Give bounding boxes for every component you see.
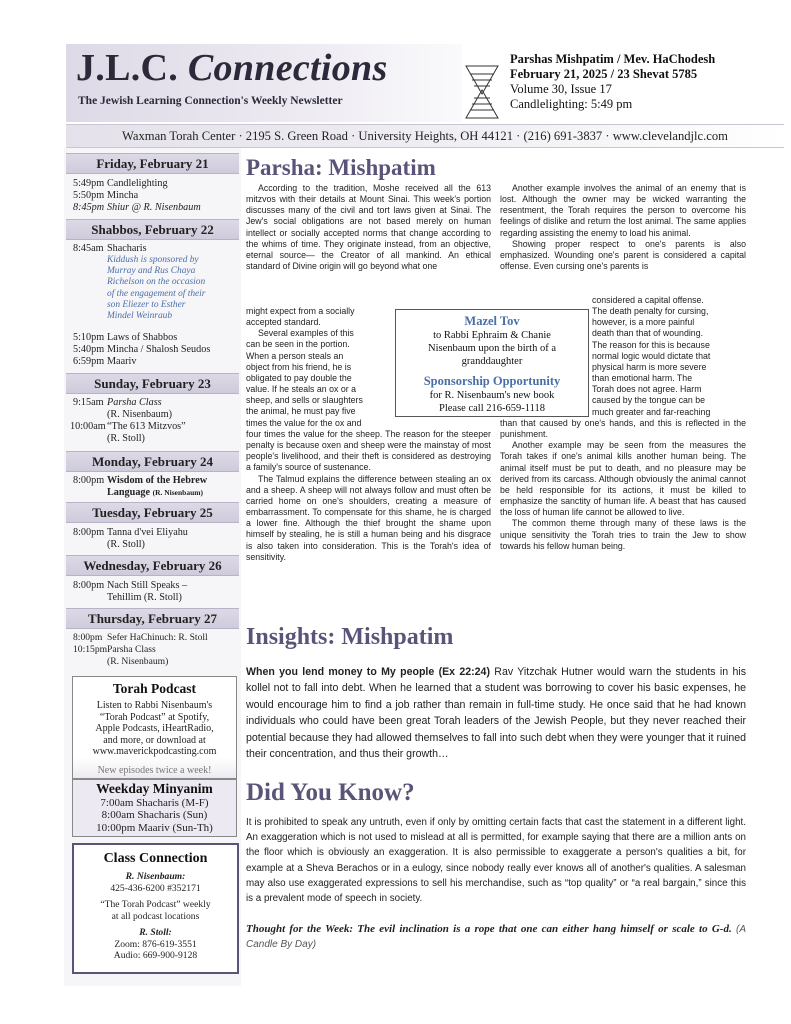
event-row: (R. Nisenbaum) <box>107 409 173 420</box>
parsha-col1-narrow: might expect from a socially accepted standard. Several examples of this can be seen in the portion. When a person steals an object from his friend, he is obligated to pay double the value. If he steals an ox or a sheep, and sells or slaughters the animal, he must pay five times the value for the ox and <box>246 306 363 428</box>
event-row: (R. Stoll) <box>107 433 145 444</box>
event-row: 5:10pm Laws of Shabbos <box>73 332 178 343</box>
newsletter-subtitle: The Jewish Learning Connection's Weekly Newsletter <box>78 95 343 107</box>
mazel-tov-box <box>395 309 589 417</box>
star-logo-icon <box>461 60 503 124</box>
mazel-tov-line: granddaughter <box>461 356 523 367</box>
event-row: 8:45pm Shiur @ R. Nisenbaum <box>73 202 201 213</box>
volume-line: Volume 30, Issue 17 <box>510 82 612 96</box>
parsha-col1-top: According to the tradition, Moshe received all the 613 mitzvos with their details at Mount Sinai. This week's portion discusses many of the civil and tort laws given at Sinai. The Jew's social obligations are not based merely on human intellect or socially accepted norms that change according to the whims of time. They originate instead, from an objective, eternal source— the Creator of all mankind. An ethical standard of Divine origin will go beyond what one <box>246 183 491 272</box>
parsha-line: Parshas Mishpatim / Mev. HaChodesh <box>510 52 716 66</box>
sponsorship-line: Please call 216-659-1118 <box>439 403 545 414</box>
parsha-col2-narrow: considered a capital offense. The death penalty for cursing, however, is a more painful death than that of wounding. The reason for this is because normal logic would dictate that physical harm is more severe than emotional harm. The Torah does not agree. Harm caused by the tongue can be much greater and far-reaching <box>592 295 711 417</box>
class-connection-title: Class Connection <box>103 851 208 866</box>
event-row: 10:15pmParsha Class <box>73 644 156 655</box>
event-row: 5:40pm Mincha / Shalosh Seudos <box>73 344 211 355</box>
parsha-col2-bottom: than that caused by one's hands, and this is reflected in the punishment. Another example may be seen from the measures the Torah takes if one's animal kills another human being. The animal itself must be put to death, and no pleasure may be derived from its carcass. Although obviously the animal cannot be held responsible for its actions, it must be killed to emphasize the sanctity of human life. A beast that has caused the loss of human life cannot be allowed to live. The common theme through many of these laws is the unique sensitivity the Torah tries to train the Jew to show towards his fellow human being. <box>500 418 746 551</box>
thought-for-week: Thought for the Week: The evil inclination is a rope that one can either hang himself or scale to G-d. (A Candle By Day) <box>246 923 746 951</box>
event-row: 5:49pm Candlelighting <box>73 178 168 189</box>
day-header-sunday: Sunday, February 23 <box>66 373 239 394</box>
candlelighting-line: Candlelighting: 5:49 pm <box>510 97 633 111</box>
event-row: 5:50pm Mincha <box>73 190 139 201</box>
event-row: 10:00am“The 613 Mitzvos” <box>70 421 186 432</box>
podcast-title: Torah Podcast <box>112 681 197 696</box>
insights-heading: Insights: Mishpatim <box>246 624 454 650</box>
sponsorship-title: Sponsorship Opportunity <box>423 374 561 388</box>
mazel-tov-line: Nisenbaum upon the birth of a <box>427 343 556 354</box>
issue-info <box>510 52 780 112</box>
podcast-box <box>72 676 237 779</box>
parsha-col1-bottom: four times the value for the sheep. The reason for the steeper penalty is because oxen and sheep were the mainstay of most people's livelihood, and their theft is considered as destroying a family's source of sustenance. The Talmud explains the difference between stealing an ox and a sheep. A sheep will not always follow and must often be carried home on one's shoulders, creating a measure of embarrassment. To compensate for this shame, he is charged a lower fine. Although the thief brought the shame upon himself by stealing, he is still a human being and his disgrace is also taken into consideration. This is the Torah's idea of sensitivity. <box>246 429 491 562</box>
event-row: 8:00pm Tanna d'vei Eliyahu <box>73 527 188 538</box>
sponsorship-line: for R. Nisenbaum's new book <box>429 390 555 401</box>
event-row: Language (R. Nisenbaum) <box>107 487 203 498</box>
podcast-cut-line: New episodes twice a week! <box>97 764 212 776</box>
minyanim-box <box>72 779 237 837</box>
did-you-know-text: It is prohibited to speak any untruth, even if only by omitting certain facts that cast the statement in a different light. An exaggeration which is not used to mislead at all is permitted, for example saying that there are a million ants on the floor which is obviously an exaggeration. It is also permissible to exaggerate a person's qualities a bit, for example at a Sheva Berachos or in a eulogy, since nobody really ever knows all of another's qualities. A salesman may also use exaggerated expressions to sell his merchandise, such as “top quality” or “a real bargain,” since this is a prevalent mode of speech in society. <box>246 817 746 905</box>
minyanim-title: Weekday Minyanim <box>96 781 213 796</box>
event-row: 8:00pm Nach Still Speaks – <box>73 580 188 591</box>
event-row: 8:45am Shacharis <box>73 243 147 254</box>
date-line: February 21, 2025 / 23 Shevat 5785 <box>510 67 698 81</box>
event-row: (R. Stoll) <box>107 539 145 550</box>
event-row: 6:59pm Maariv <box>73 356 137 367</box>
event-row: Tehillim (R. Stoll) <box>107 592 182 603</box>
did-you-know-heading: Did You Know? <box>246 779 415 806</box>
podcast-text: Listen to Rabbi Nisenbaum's “Torah Podcast” at Spotify, Apple Podcasts, iHeartRadio, and more, or download at www.maverickpodcasting.com <box>92 700 217 758</box>
day-header-shabbos: Shabbos, February 22 <box>66 219 239 240</box>
parsha-heading: Parsha: Mishpatim <box>246 155 436 180</box>
class-connection-text: R. Nisenbaum: 425-436-6200 #352171 “The Torah Podcast” weekly at all podcast locations R. Stoll: Zoom: 876-619-3551 Audio: 669-900-9128 <box>100 871 211 961</box>
parsha-col2-top: Another example involves the animal of an enemy that is lost. Although the owner may be wicked warranting the resentment, the Torah requires the person to overcome his feelings of dislike and return the lost animal. The same applies regarding assisting the enemy to load his animal. Showing proper respect to one's parents is also emphasized. Wounding one's parent is considered a capital offense. Even cursing one's parents is <box>500 183 746 272</box>
day-header-thursday: Thursday, February 27 <box>66 608 239 629</box>
day-header-tuesday: Tuesday, February 25 <box>66 502 239 523</box>
day-header-monday: Monday, February 24 <box>66 451 239 472</box>
mazel-tov-title: Mazel Tov <box>464 314 520 328</box>
day-header-friday: Friday, February 21 <box>66 153 239 174</box>
class-connection-box <box>72 843 239 974</box>
insights-text: When you lend money to My people (Ex 22:24) Rav Yitzchak Hutner would warn the students in his kollel not to fall into debt. When he learned that a student was borrowing to cover his basic expenses, he would encourage him to find a job rather than remain in full-time study. He once said that he had known individuals who could have been great Torah leaders of the Jewish People, but they never reached their potential because they had allowed themselves to fall into such debt when they were younger that it ruined their concentration, and thus their growth… <box>246 666 746 761</box>
event-row: (R. Nisenbaum) <box>107 656 169 667</box>
kiddush-note: Kiddush is sponsored by Murray and Rus Chaya Richelson on the occasion of the engagement of their son Eliezer to Esther Mindel Weinraub <box>107 255 206 322</box>
newsletter-title: J.L.C. Connections <box>76 47 388 89</box>
day-header-wednesday: Wednesday, February 26 <box>66 555 239 576</box>
event-row: 8:00pm Sefer HaChinuch: R. Stoll <box>73 632 208 643</box>
event-row: 8:00pm Wisdom of the Hebrew <box>73 475 208 486</box>
minyanim-text: 7:00am Shacharis (M-F) 8:00am Shacharis (Sun) 10:00pm Maariv (Sun-Th) <box>96 797 213 834</box>
address-bar: Waxman Torah Center · 2195 S. Green Road · University Heights, OH 44121 · (216) 691-3837 · www.clevelandjlc.com <box>66 124 784 148</box>
mazel-tov-line: to Rabbi Ephraim & Chanie <box>433 330 551 341</box>
event-row: 9:15am Parsha Class <box>73 397 162 408</box>
